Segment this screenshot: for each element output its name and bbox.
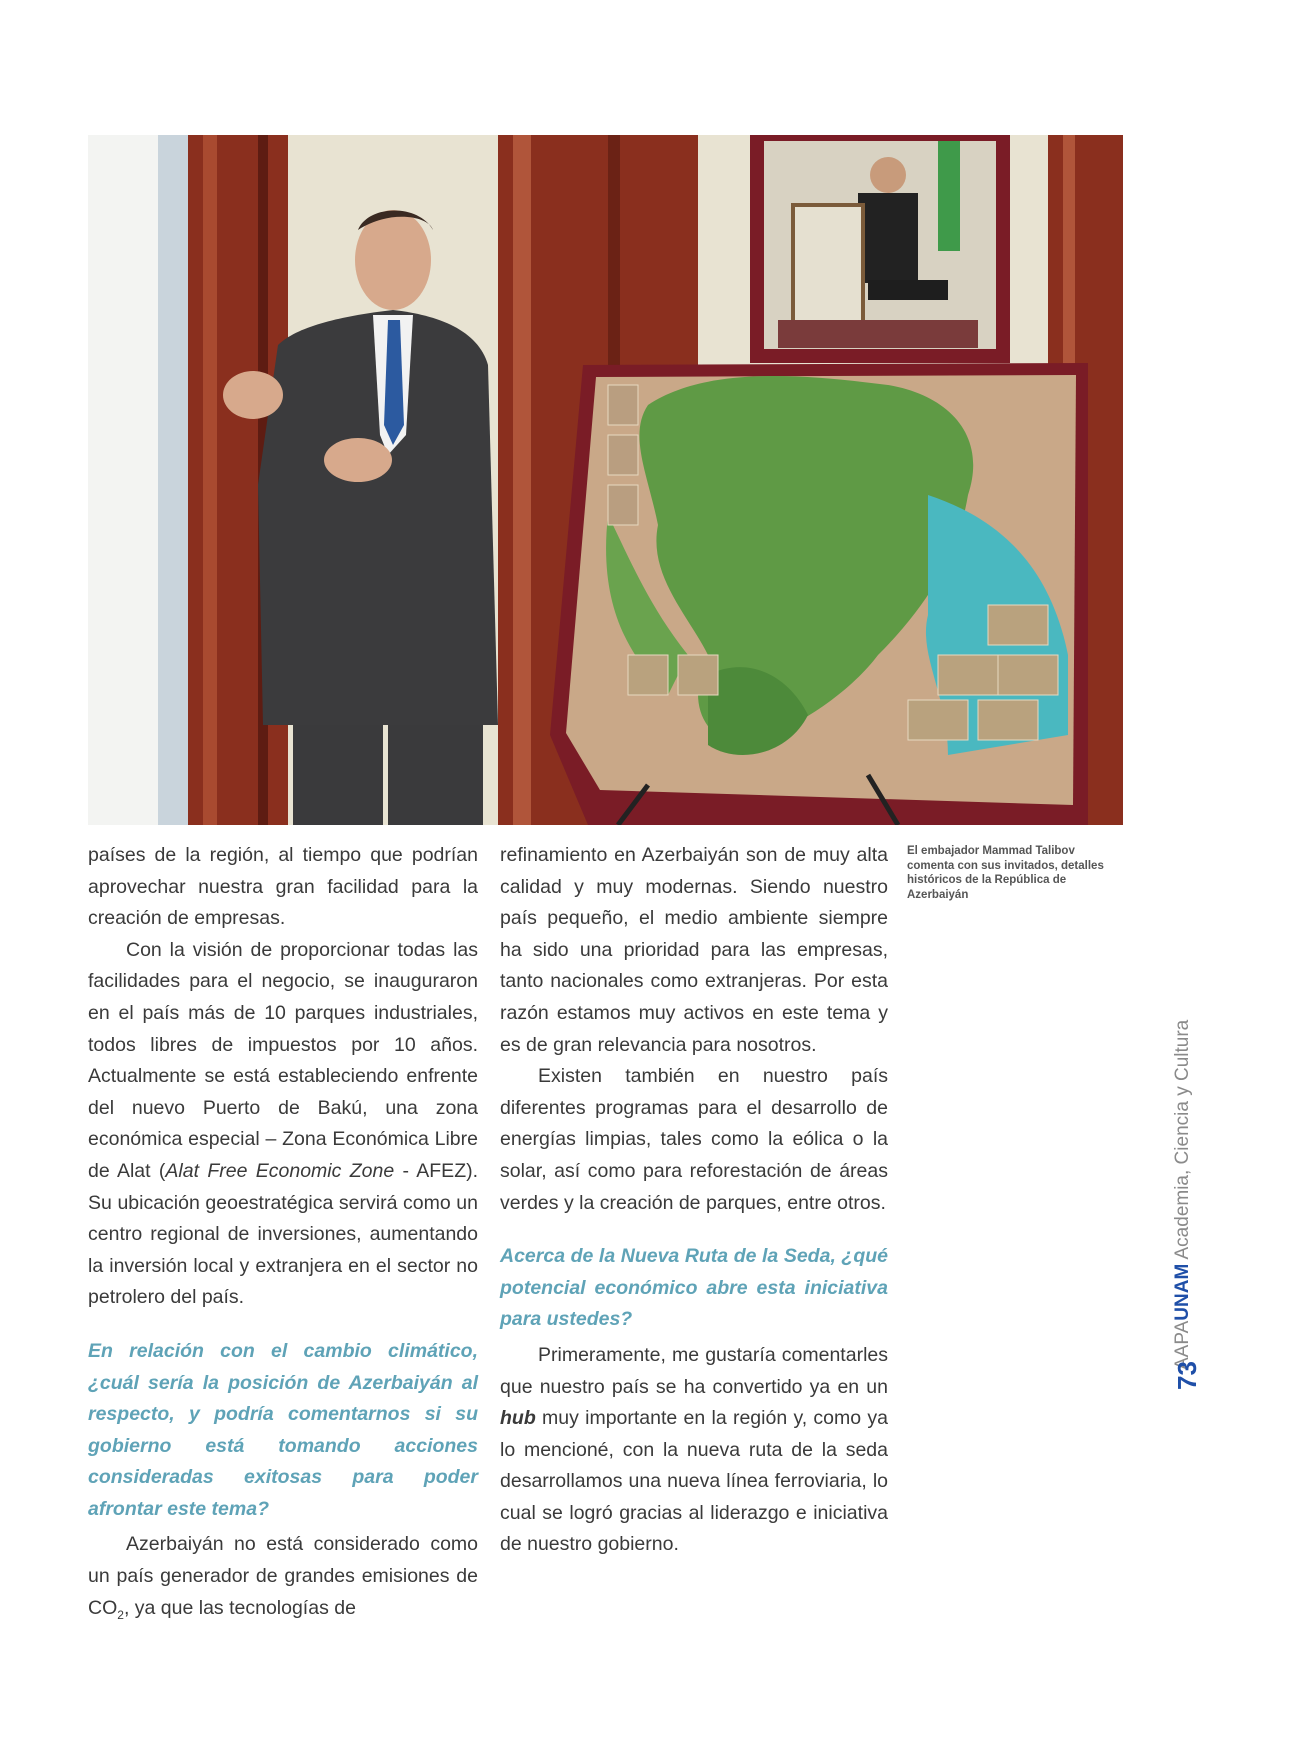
text-column-right (500, 840, 888, 1561)
paragraph-text: Azerbaiyán no está considerado como un país generador de grandes emisiones de CO (88, 1533, 478, 1619)
paragraph: refinamiento en Azerbaiyán son de muy alta calidad y muy modernas. Siendo nuestro país pequeño, el medio ambiente siempre ha sido una prioridad para las empresas, tanto nacionales como extranjeras. Por esta razón estamos muy activos en este tema y es de gran relevancia para nosotros. (500, 844, 888, 1056)
brand-a: AAPA (1172, 1320, 1193, 1370)
paragraph: Existen también en nuestro país diferentes programas para el desarrollo de energías limpias, tales como la eólica o la solar, así como para reforestación de áreas verdes y la creación de parques, entre otros. (500, 1065, 888, 1214)
magazine-sidebar (1172, 1010, 1202, 1410)
paragraph-text: , ya que las tecnologías de (123, 1596, 356, 1619)
paragraph-text: muy importante en la región y, como ya lo mencioné, con la nueva ruta de la seda desarrollamos una nueva línea ferroviaria, lo cual se logró gracias al liderazgo e iniciativa de nuestro gobierno. (500, 1407, 888, 1556)
photo-caption: El embajador Mammad Talibov comenta con sus invitados, detalles históricos de la República de Azerbaiyán (907, 845, 1104, 901)
photo (88, 135, 1123, 825)
photo-illustration (88, 135, 1123, 825)
page-number: 73 (1172, 1361, 1202, 1390)
paragraph-text: Primeramente, me gustaría comentarles que nuestro país se ha convertido ya en un (500, 1343, 888, 1398)
bold-term: hub (500, 1407, 536, 1430)
subscript: 2 (117, 1607, 124, 1622)
tagline: Academia, Ciencia y Cultura (1172, 1019, 1193, 1264)
interview-question: En relación con el cambio climático, ¿cuál sería la posición de Azerbaiyán al respecto, y podría comentarnos si su gobierno está tomando acciones consideradas exitosas para poder afrontar este tema? (88, 1339, 478, 1520)
italic-term: Alat Free Economic Zone (165, 1159, 395, 1182)
magazine-title (1172, 1020, 1194, 1370)
paragraph (500, 1340, 888, 1561)
brand-b: UNAM (1172, 1263, 1193, 1321)
paragraph (88, 1529, 478, 1631)
paragraph-text: - AFEZ). Su ubicación geoestratégica servirá como un centro regional de inversiones, aumentando la inversión local y extranjera en el sector no petrolero del país. (88, 1159, 479, 1309)
paragraph (88, 935, 478, 1314)
text-column-left (88, 840, 478, 1631)
paragraph: países de la región, al tiempo que podrían aprovechar nuestra gran facilidad para la creación de empresas. (88, 844, 478, 930)
paragraph-text: Con la visión de proporcionar todas las facilidades para el negocio, se inauguraron en el país más de 10 parques industriales, todos libres de impuestos por 10 años. Actualmente se está estableciendo enfrente del nuevo Puerto de Bakú, una zona económica especial – Zona Económica Libre de Alat ( (88, 938, 478, 1182)
interview-question: Acerca de la Nueva Ruta de la Seda, ¿qué potencial económico abre esta iniciativa para ustedes? (500, 1245, 888, 1331)
